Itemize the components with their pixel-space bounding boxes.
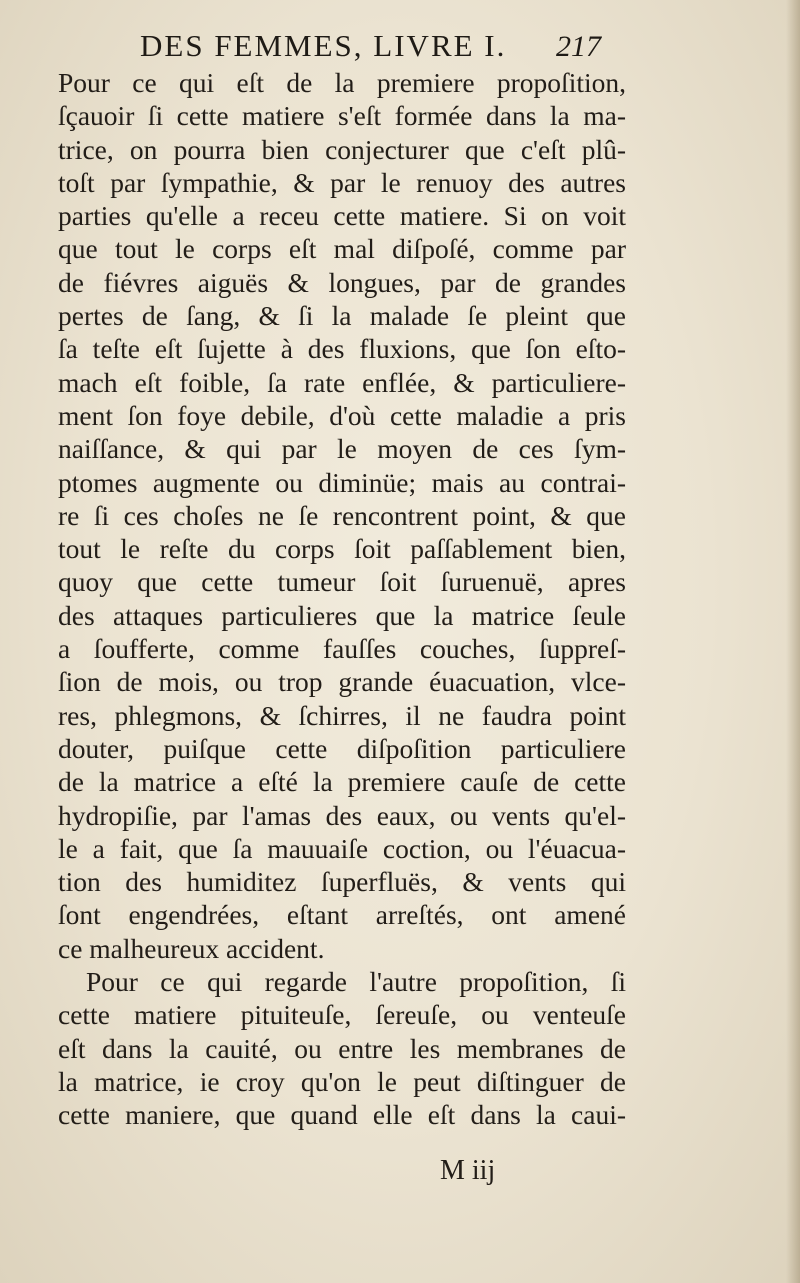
text-line: ment ſon foye debile, d'où cette maladie a pris: [58, 399, 626, 431]
text-line: a ſoufferte, comme fauſſes couches, ſuppreſ-: [58, 633, 626, 665]
text-line: quoy que cette tumeur ſoit ſuruenuë, apres: [58, 566, 626, 598]
text-line: de fiévres aiguës & longues, par de grandes: [58, 266, 626, 298]
page-edge-shadow: [786, 0, 800, 1283]
text-line: toſt par ſympathie, & par le renuoy des autres: [58, 166, 626, 198]
text-line: cette maniere, que quand elle eſt dans la caui-: [58, 1099, 626, 1131]
text-line: tout le reſte du corps ſoit paſſablement bien,: [58, 533, 626, 565]
running-title: DES FEMMES, LIVRE I.: [140, 28, 507, 63]
text-line: ſçauoir ſi cette matiere s'eſt formée dans la ma-: [58, 100, 626, 132]
page-number: 217: [556, 30, 601, 63]
text-line: mach eſt foible, ſa rate enflée, & particuliere-: [58, 366, 626, 398]
text-line: le a fait, que ſa mauuaiſe coction, ou l'éuacua-: [58, 832, 626, 864]
signature-mark: M iij: [440, 1155, 496, 1186]
text-line: que tout le corps eſt mal diſpoſé, comme par: [58, 233, 626, 265]
text-line: de la matrice a eſté la premiere cauſe de cette: [58, 766, 626, 798]
paragraph-end-line: ce malheureux accident.: [58, 932, 325, 964]
text-line: ſont engendrées, eſtant arreſtés, ont amené: [58, 899, 626, 931]
text-line: trice, on pourra bien conjecturer que c'eſt plû-: [58, 133, 626, 165]
text-line: hydropiſie, par l'amas des eaux, ou vents qu'el-: [58, 799, 626, 831]
text-line: eſt dans la cauité, ou entre les membranes de: [58, 1032, 626, 1064]
text-line: Pour ce qui eſt de la premiere propoſition,: [58, 67, 626, 98]
text-line: douter, puiſque cette diſpoſition particuliere: [58, 732, 626, 764]
text-line: ptomes augmente ou diminüe; mais au contrai-: [58, 466, 626, 498]
text-line: parties qu'elle a receu cette matiere. Si on voit: [58, 200, 626, 232]
paragraph-start-line: Pour ce qui regarde l'autre propoſition, ſi: [86, 966, 626, 998]
text-line: ſion de mois, ou trop grande éuacuation, vlce-: [58, 666, 626, 698]
text-line: la matrice, ie croy qu'on le peut diſtinguer de: [58, 1065, 626, 1097]
text-line: des attaques particulieres que la matrice ſeule: [58, 599, 626, 631]
text-line: re ſi ces choſes ne ſe rencontrent point, & que: [58, 499, 626, 531]
text-line: naiſſance, & qui par le moyen de ces ſym-: [58, 433, 626, 465]
text-line: res, phlegmons, & ſchirres, il ne faudra point: [58, 699, 626, 731]
text-line: cette matiere pituiteuſe, ſereuſe, ou venteuſe: [58, 999, 626, 1031]
text-line: tion des humiditez ſuperfluës, & vents qui: [58, 866, 626, 898]
body-text: [58, 66, 626, 1132]
text-line: ſa teſte eſt ſujette à des fluxions, que ſon eſto-: [58, 333, 626, 365]
text-line: pertes de ſang, & ſi la malade ſe pleint que: [58, 300, 626, 332]
